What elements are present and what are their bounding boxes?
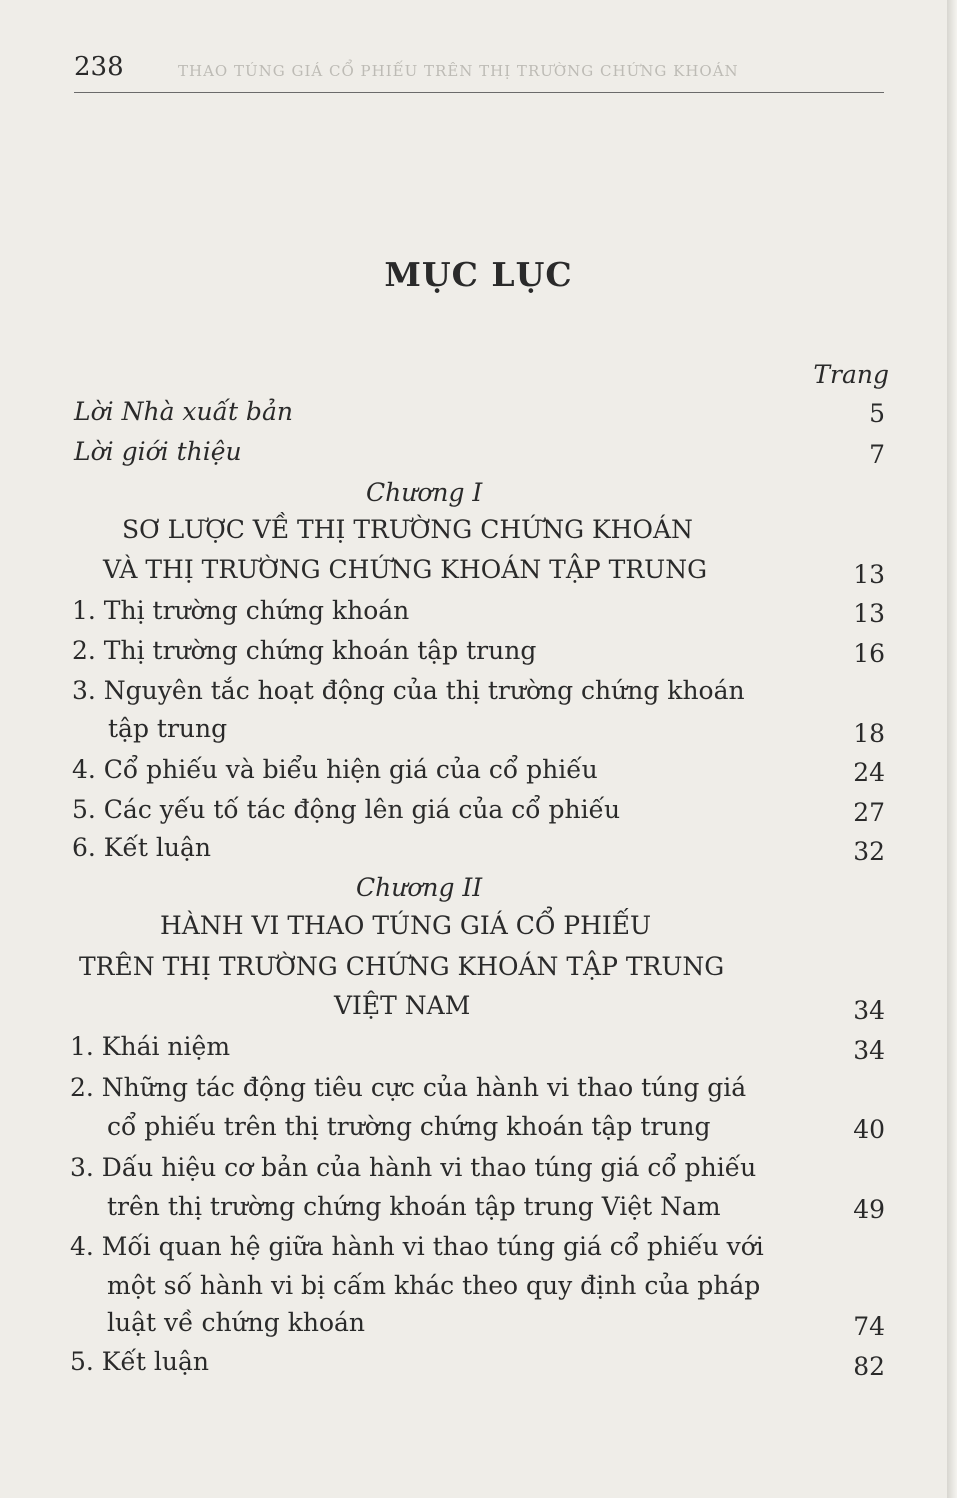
toc-page-2-4: 74 [853, 1312, 885, 1341]
chapter-heading-2-line1: HÀNH VI THAO TÚNG GIÁ CỔ PHIẾU [160, 911, 652, 940]
toc-entry-2-1: 1. Khái niệm [70, 1032, 231, 1061]
chapter-heading-1-line2: VÀ THỊ TRƯỜNG CHỨNG KHOÁN TẬP TRUNG [103, 555, 708, 584]
toc-entry-1-3-cont: tập trung [108, 714, 228, 743]
toc-page-1-1: 13 [853, 599, 885, 628]
toc-page-2-5: 82 [853, 1352, 885, 1381]
toc-entry-1-4: 4. Cổ phiếu và biểu hiện giá của cổ phiếu [72, 755, 598, 784]
toc-page-1-2: 16 [853, 639, 885, 668]
toc-entry-2-4-cont2: luật về chứng khoán [107, 1308, 366, 1337]
page-column-label: Trang [813, 360, 889, 389]
toc-page-2-2: 40 [853, 1115, 885, 1144]
page-edge-shadow [947, 0, 957, 1498]
toc-page-chapter-2: 34 [853, 996, 885, 1025]
toc-page-introduction: 7 [869, 440, 885, 469]
running-title: THAO TÚNG GIÁ CỔ PHIẾU TRÊN THỊ TRƯỜNG CHỨNG KHOÁN [178, 62, 739, 80]
toc-title: MỤC LỤC [384, 255, 573, 294]
toc-page-1-5: 27 [853, 798, 885, 827]
toc-entry-2-4: 4. Mối quan hệ giữa hành vi thao túng giá cổ phiếu với [70, 1232, 764, 1261]
toc-page-1-4: 24 [853, 758, 885, 787]
toc-entry-1-3: 3. Nguyên tắc hoạt động của thị trường chứng khoán [72, 676, 745, 705]
toc-entry-2-2: 2. Những tác động tiêu cực của hành vi thao túng giá [70, 1073, 747, 1102]
toc-entry-2-3-cont: trên thị trường chứng khoán tập trung Việt Nam [107, 1192, 721, 1221]
toc-page-publisher-note: 5 [869, 399, 885, 428]
page-number: 238 [74, 52, 124, 82]
toc-entry-introduction: Lời giới thiệu [74, 437, 242, 466]
toc-page-1-6: 32 [853, 837, 885, 866]
toc-page-2-1: 34 [853, 1036, 885, 1065]
chapter-label-2: Chương II [356, 873, 483, 902]
toc-entry-1-1: 1. Thị trường chứng khoán [72, 596, 410, 625]
chapter-label-1: Chương I [366, 478, 483, 507]
toc-entry-2-2-cont: cổ phiếu trên thị trường chứng khoán tập trung [107, 1112, 711, 1141]
toc-entry-1-6: 6. Kết luận [72, 833, 211, 862]
toc-entry-publisher-note: Lời Nhà xuất bản [74, 397, 293, 426]
toc-entry-2-4-cont1: một số hành vi bị cấm khác theo quy định của pháp [107, 1271, 761, 1300]
toc-entry-2-5: 5. Kết luận [70, 1347, 209, 1376]
toc-page-chapter-1: 13 [853, 560, 885, 589]
page-header [74, 48, 884, 93]
chapter-heading-1-line1: SƠ LƯỢC VỀ THỊ TRƯỜNG CHỨNG KHOÁN [122, 515, 693, 544]
chapter-heading-2-line3: VIỆT NAM [334, 991, 471, 1020]
toc-page-2-3: 49 [853, 1195, 885, 1224]
toc-entry-1-2: 2. Thị trường chứng khoán tập trung [72, 636, 537, 665]
toc-page-1-3: 18 [853, 719, 885, 748]
chapter-heading-2-line2: TRÊN THỊ TRƯỜNG CHỨNG KHOÁN TẬP TRUNG [79, 952, 725, 981]
toc-entry-1-5: 5. Các yếu tố tác động lên giá của cổ phiếu [72, 795, 621, 824]
toc-entry-2-3: 3. Dấu hiệu cơ bản của hành vi thao túng giá cổ phiếu [70, 1153, 757, 1182]
